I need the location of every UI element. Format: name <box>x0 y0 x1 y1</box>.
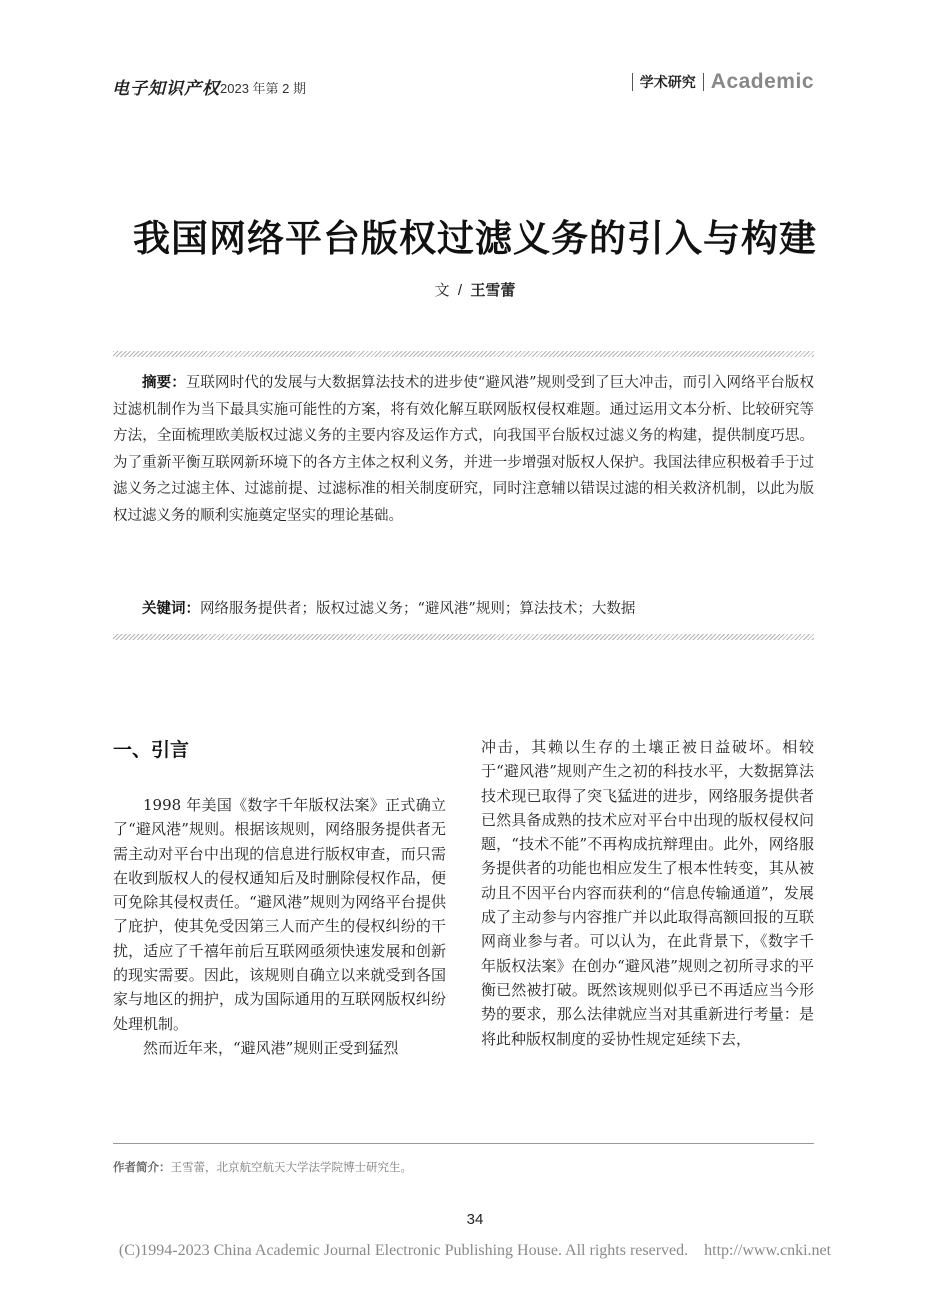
abstract <box>113 370 814 530</box>
bio-label: 作者简介： <box>113 1162 171 1174</box>
section-label: 学术研究 <box>639 74 696 90</box>
copyright-notice: (C)1994-2023 China Academic Journal Electronic Publishing House. All rights reserved. http://www.cnki.net <box>118 1242 832 1259</box>
abstract-label: 摘要： <box>142 374 186 391</box>
paragraph: 1998 年美国《数字千年版权法案》正式确立了“避风港”规则。根据该规则，网络服务提供者无需主动对平台中出现的信息进行版权审查，而只需在收到版权人的侵权通知后及时删除侵权作品，便可免除其侵权责任。“避风港”规则为网络平台提供了庇护，使其免受因第三人而产生的侵权纠纷的干扰，适应了千禧年前后互联网亟须快速发展和创新的现实需要。因此，该规则自确立以来就受到各国家与地区的拥护，成为国际通用的互联网版权纠纷处理机制。 <box>113 796 446 1033</box>
paragraph: 冲击，其赖以生存的土壤正被日益破坏。相较于“避风港”规则产生之初的科技水平，大数据算法技术现已取得了突飞猛进的进步，网络服务提供者已然具备成熟的技术应对平台中出现的版权侵权问题，“技术不能”不再构成抗辩理由。此外，网络服务提供者的功能也相应发生了根本性转变，其从被动且不因平台内容而获利的“信息传输通道”，发展成了主动参与内容推广并以此取得高额回报的互联网商业参与者。可以认为，在此背景下，《数字千年版权法案》在创办“避风港”规则之初所寻求的平衡已然被打破。既然该规则似乎已不再适应当今形势的要求，那么法律就应当对其重新进行考量：是将此种版权制度的妥协性规定延续下去， <box>481 738 814 1048</box>
keywords <box>113 598 814 620</box>
paragraph: 然而近年来，“避风港”规则正受到猛烈 <box>143 1038 399 1057</box>
hatched-divider-bottom <box>113 634 814 640</box>
abstract-text: 互联网时代的发展与大数据算法技术的进步使“避风港”规则受到了巨大冲击，而引入网络平台版权过滤机制作为当下最具实施可能性的方案，将有效化解互联网版权侵权难题。通过运用文本分析、比较研究等方法，全面梳理欧美版权过滤义务的主要内容及运作方式，向我国平台版权过滤义务的构建，提供制度巧思。为了重新平衡互联网新环境下的各方主体之权利义务，并进一步增强对版权人保护。我国法律应积极着手于过滤义务之过滤主体、过滤前提、过滤标准的相关制度研究，同时注意辅以错误过滤的相关救济机制，以此为版权过滤义务的顺利实施奠定坚实的理论基础。 <box>113 375 815 524</box>
section-tag <box>625 70 814 100</box>
section-label-en: Academic <box>710 70 814 93</box>
author-name: 王雪蕾 <box>470 282 516 299</box>
divider <box>703 73 704 91</box>
issue-label: 2023 年第 2 期 <box>220 81 306 96</box>
keywords-label: 关键词： <box>142 600 200 617</box>
body-column-left <box>113 735 446 1060</box>
hatched-divider-top <box>113 351 814 357</box>
keywords-text: 网络服务提供者；版权过滤义务；“避风港”规则；算法技术；大数据 <box>200 601 636 617</box>
page-header <box>112 70 814 100</box>
page-number: 34 <box>466 1211 484 1228</box>
article-title: 我国网络平台版权过滤义务的引入与构建 <box>133 216 817 260</box>
footnote-rule <box>113 1143 814 1144</box>
byline <box>0 279 950 300</box>
body-column-right <box>481 735 814 1051</box>
section-heading: 一、引言 <box>113 739 190 761</box>
journal-masthead: 电子知识产权 <box>112 79 220 99</box>
divider <box>632 73 633 91</box>
bio-text: 王雪蕾，北京航空航天大学法学院博士研究生。 <box>170 1160 412 1174</box>
author-bio <box>113 1159 814 1175</box>
byline-prefix: 文 / <box>434 282 471 299</box>
